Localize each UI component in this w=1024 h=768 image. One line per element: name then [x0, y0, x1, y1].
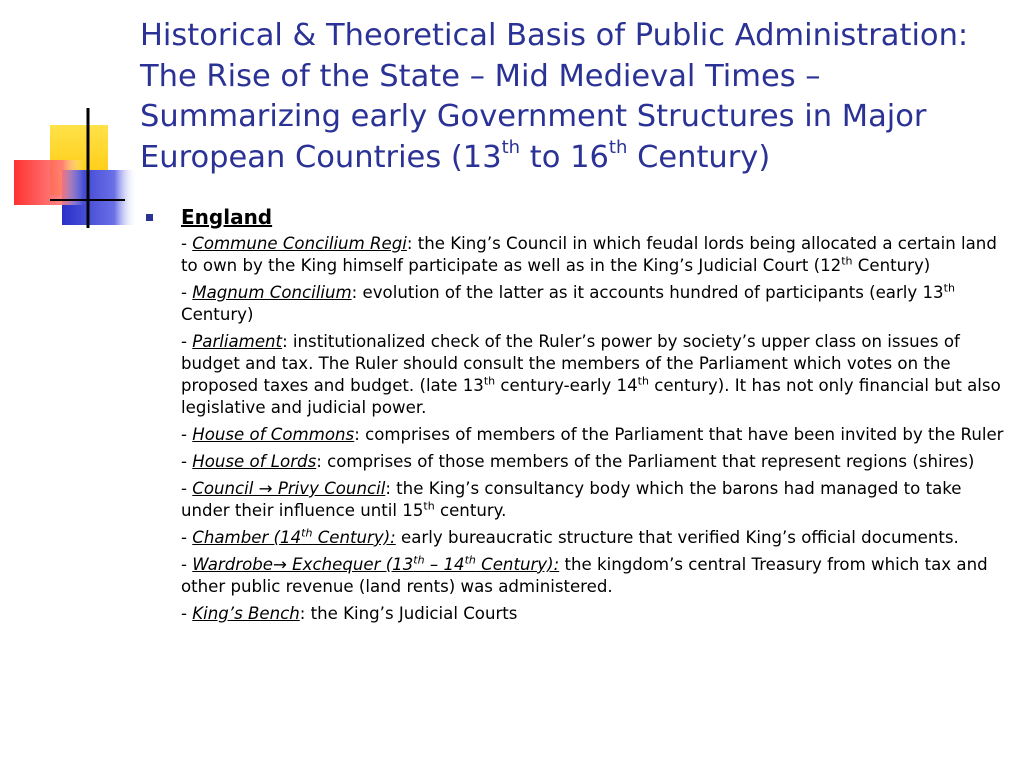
list-item-parliament: - Parliament: institutionalized check of the Ruler’s power by society’s upper class on issues of budget and tax. The Ruler should consult the members of the Parliament which votes on the proposed taxes and budget. (late 13th century-early 14th century). It has not only financial but also legislative and judicial power. [181, 332, 1001, 417]
title-line-1: Historical & Theoretical Basis of Public Administration: [140, 18, 969, 53]
list-item-exchequer: - Wardrobe→ Exchequer (13th – 14th Century): the kingdom’s central Treasury from which tax and other public revenue (land rents) was administered. [181, 553, 988, 596]
list-item-house-of-lords: - House of Lords: comprises of those members of the Parliament that represent regions (shires) [181, 452, 975, 471]
list-item-chamber: - Chamber (14th Century): early bureaucratic structure that verified King’s official documents. [181, 526, 959, 547]
slide-body [146, 203, 1006, 630]
red-square [14, 160, 84, 205]
term: House of Commons [192, 425, 355, 444]
term: Council → Privy Council [192, 479, 386, 498]
section-heading: England [181, 205, 273, 229]
slide-title [140, 16, 1010, 178]
term: Magnum Concilium [192, 283, 352, 302]
list-item-kings-bench: - King’s Bench: the King’s Judicial Courts [181, 604, 518, 623]
term: Chamber (14th Century): [192, 526, 396, 547]
title-line-4: European Countries (13th to 16th Century) [140, 137, 771, 175]
term: Wardrobe→ Exchequer (13th – 14th Century): [192, 553, 560, 574]
term: Parliament [192, 332, 283, 351]
list-item-privy-council: - Council → Privy Council: the King’s consultancy body which the barons had managed to take under their influence until 15th century. [181, 479, 962, 520]
term: House of Lords [192, 452, 317, 471]
list-item-house-of-commons: - House of Commons: comprises of members of the Parliament that have been invited by the Ruler [181, 425, 1004, 444]
section-heading-row [146, 203, 1006, 233]
decorative-squares-graphic [0, 0, 140, 240]
term: Commune Concilium Regi [192, 234, 407, 253]
term: King’s Bench [192, 604, 300, 623]
list-item-magnum-concilium: - Magnum Concilium: evolution of the latter as it accounts hundred of participants (early 13th Century) [181, 281, 955, 324]
square-bullet-icon [146, 214, 153, 221]
title-line-2: The Rise of the State – Mid Medieval Times – [140, 58, 821, 94]
title-line-3: Summarizing early Government Structures in Major [140, 99, 927, 134]
list-item-commune-concilium: - Commune Concilium Regi: the King’s Council in which feudal lords being allocated a certain land to own by the King himself participate as well as in the King’s Judicial Court (12th Century) [181, 234, 997, 275]
